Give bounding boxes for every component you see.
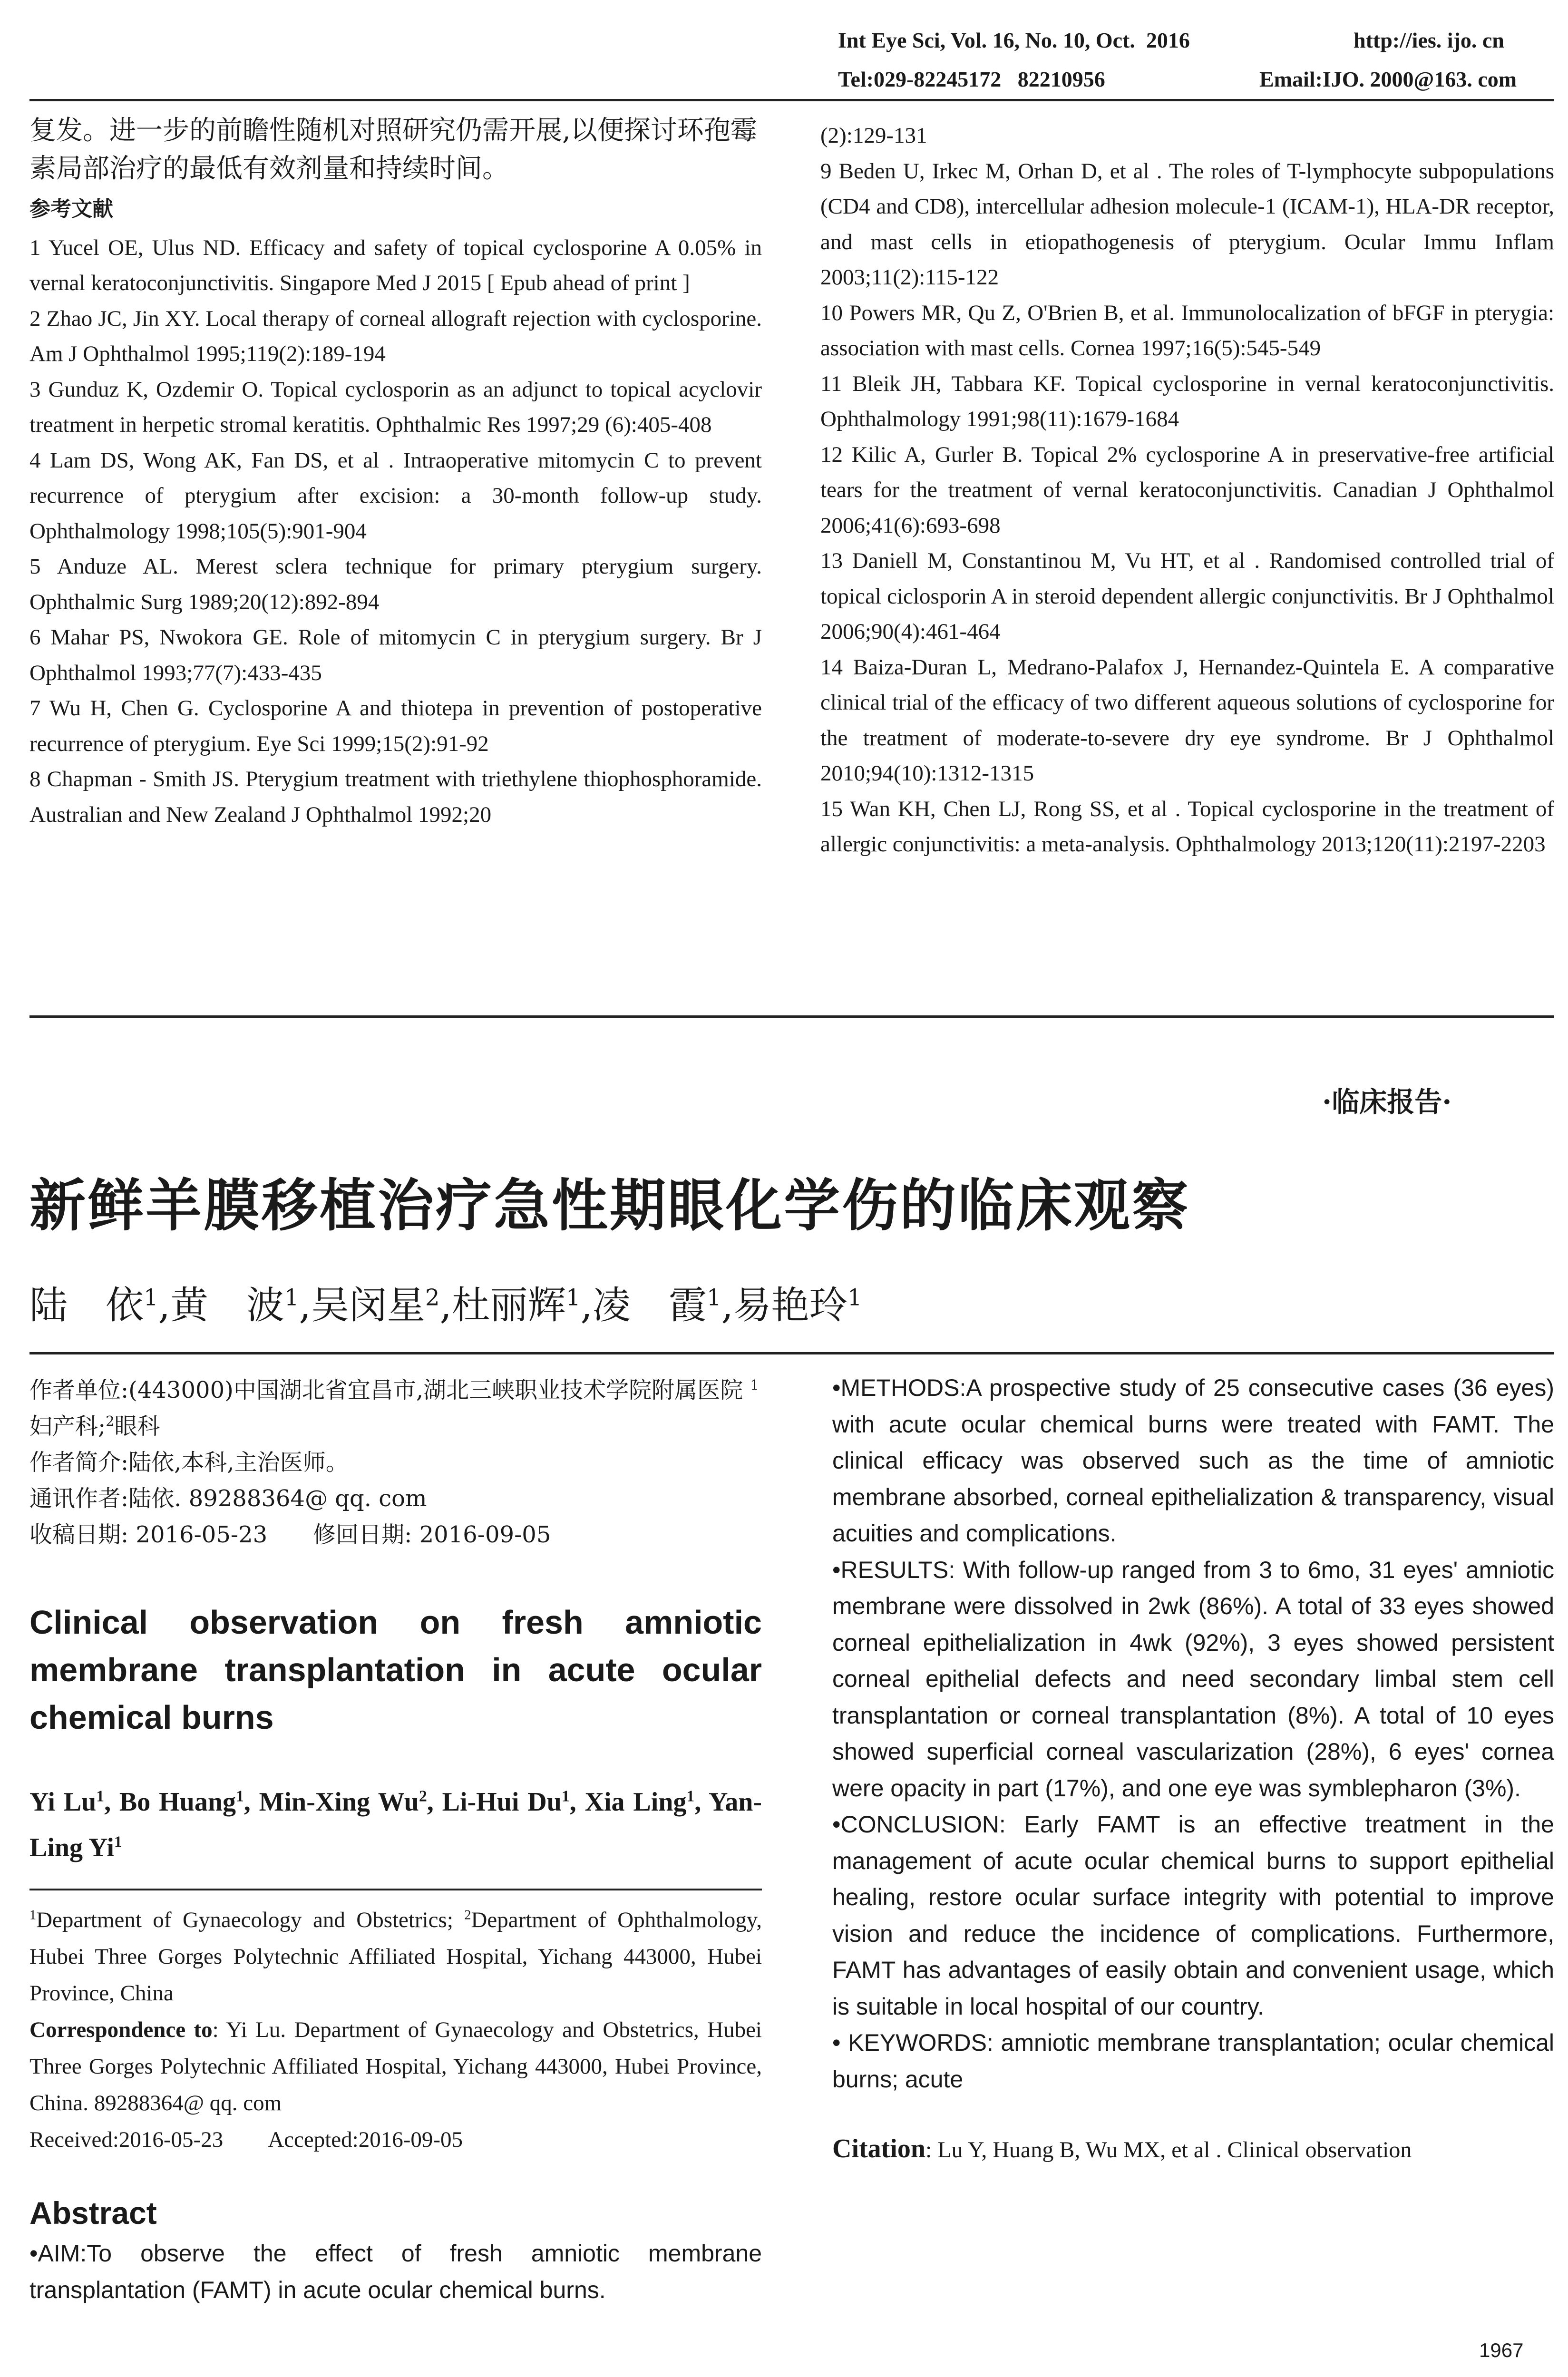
correspondence-label: Correspondence to [29, 2017, 213, 2042]
article-title-cn: 新鲜羊膜移植治疗急性期眼化学伤的临床观察 [29, 1172, 1190, 1238]
references-list-right [820, 118, 1554, 862]
citation-label: Citation [832, 2134, 925, 2163]
reference-item: 6 Mahar PS, Nwokora GE. Role of mitomycin C in pterygium surgery. Br J Ophthalmol 1993;77(7):433-435 [29, 625, 762, 685]
reference-item: 10 Powers MR, Qu Z, O'Brien B, et al. Immunolocalization of bFGF in pterygia: association with mast cells. Cornea 1997;16(5):545-549 [820, 300, 1554, 360]
section-tag: ·临床报告· [1322, 1086, 1452, 1118]
reference-item: 5 Anduze AL. Merest sclera technique for primary pterygium surgery. Ophthalmic Surg 1989;20(12):892-894 [29, 554, 762, 614]
references-list-left [29, 230, 762, 833]
header-rule [29, 99, 1554, 101]
abstract-heading: Abstract [29, 2195, 157, 2231]
reference-item: 7 Wu H, Chen G. Cyclosporine A and thiotepa in prevention of postoperative recurrence of pterygium. Eye Sci 1999;15(2):91-92 [29, 696, 762, 756]
journal-email[interactable]: Email:IJO. 2000@163. com [1259, 67, 1517, 91]
authors-en: Yi Lu$^1$, Bo Huang$^1$, Min-Xing Wu$^2$, Li-Hui Du$^1$, Xia Ling$^1$, Yan-Ling Yi$^1$ [29, 1787, 762, 1862]
reference-item: 13 Daniell M, Constantinou M, Vu HT, et al . Randomised controlled trial of topical ciclosporin A in steroid dependent allergic conjunctivitis. Br J Ophthalmol 2006;90(4):461-464 [820, 548, 1554, 644]
author-info-line: 通讯作者:陆依. 89288364@ qq. com [29, 1485, 427, 1512]
received-dates: Received:2016-05-23 Accepted:2016-09-05 [29, 2127, 463, 2152]
reference-item: 11 Bleik JH, Tabbara KF. Topical cyclosporine in vernal keratoconjunctivitis. Ophthalmology 1991;98(11):1679-1684 [820, 371, 1554, 431]
citation-text: : Lu Y, Huang B, Wu MX, et al . Clinical observation [925, 2137, 1412, 2163]
author-info-line: 作者简介:陆依,本科,主治医师。 [29, 1449, 349, 1476]
prev-article-left-column [29, 112, 762, 832]
reference-item: 14 Baiza-Duran L, Medrano-Palafox J, Hernandez-Quintela E. A comparative clinical trial of the efficacy of two different aqueous solutions of cyclosporine for the treatment of moderate-to-severe dry eye syndrome. Br J Ophthalmol 2010;94(10):1312-1315 [820, 654, 1554, 786]
article-left-column [29, 1372, 762, 2309]
title-block-rule [29, 1352, 1554, 1354]
journal-url[interactable]: http://ies. ijo. cn [1354, 28, 1504, 52]
abstract-results: •RESULTS: With follow-up ranged from 3 to 6mo, 31 eyes' amniotic membrane were dissolved in 2wk (86%). A total of 33 eyes showed corneal epithelialization in 4wk (92%), 3 eyes showed persistent corneal epithelial defects and need secondary limbal stem cell transplantation or corneal transplantation (8%). A total of 10 eyes showed superficial corneal vascularization (28%), 6 eyes' cornea were opacity in part (17%), and one eye was symblepharon (3%). [832, 1556, 1554, 1802]
article-separator-rule [29, 1015, 1554, 1018]
journal-info: Int Eye Sci, Vol. 16, No. 10, Oct. 2016 [838, 28, 1190, 52]
article-title-en: Clinical observation on fresh amniotic membrane transplantation in acute ocular chemical burns [29, 1604, 762, 1736]
reference-item: 3 Gunduz K, Ozdemir O. Topical cyclosporin as an adjunct to topical acyclovir treatment in herpetic stromal keratitis. Ophthalmic Res 1997;29 (6):405-408 [29, 377, 762, 437]
abstract-aim: •AIM:To observe the effect of fresh amniotic membrane transplantation (FAMT) in acute ocular chemical burns. [29, 2240, 762, 2303]
journal-tel: Tel:029-82245172 82210956 [838, 67, 1105, 91]
reference-item: 15 Wan KH, Chen LJ, Rong SS, et al . Topical cyclosporine in the treatment of allergic conjunctivitis: a meta-analysis. Ophthalmology 2013;120(11):2197-2203 [820, 796, 1554, 857]
authors-cn: 陆 依$^1$,黄 波$^1$,吴闵星$^2$,杜丽辉$^1$,凌 霞$^1$,易艳玲$^1$ [29, 1283, 862, 1327]
authors-affiliation-rule [29, 1889, 762, 1890]
abstract-conclusion: •CONCLUSION: Early FAMT is an effective treatment in the management of acute ocular chemical burns to support epithelial healing, restore ocular surface integrity with potential to improve vision and reduce the incidence of complications. Furthermore, FAMT has advantages of easily obtain and convenient usage, which is suitable in local hospital of our country. [832, 1811, 1554, 2020]
author-info-line: 收稿日期: 2016-05-23 修回日期: 2016-09-05 [29, 1521, 551, 1548]
abstract-methods: •METHODS:A prospective study of 25 consecutive cases (36 eyes) with acute ocular chemical burns were treated with FAMT. The clinical efficacy was observed such as the time of amniotic membrane absorbed, corneal epithelialization & transparency, visual acuities and complications. [832, 1374, 1554, 1547]
article-right-column [832, 1370, 1554, 2169]
reference-item: 1 Yucel OE, Ulus ND. Efficacy and safety of topical cyclosporine A 0.05% in vernal keratoconjunctivitis. Singapore Med J 2015 [ Epub ahead of print ] [29, 235, 762, 295]
correspondence [29, 2012, 762, 2122]
reference-item: 9 Beden U, Irkec M, Orhan D, et al . The roles of T-lymphocyte subpopulations (CD4 and CD8), intercellular adhesion molecule-1 (ICAM-1), HLA-DR receptor, and mast cells in etiopathogenesis of pterygium. Ocular Immu Inflam 2003;11(2):115-122 [820, 158, 1554, 290]
reference-item: 12 Kilic A, Gurler B. Topical 2% cyclosporine A in preservative-free artificial tears for the treatment of vernal keratoconjunctivitis. Canadian J Ophthalmol 2006;41(6):693-698 [820, 442, 1554, 538]
author-info-cn [29, 1372, 762, 1553]
abstract-keywords: • KEYWORDS: amniotic membrane transplantation; ocular chemical burns; acute [832, 2029, 1554, 2093]
reference-item: 4 Lam DS, Wong AK, Fan DS, et al . Intraoperative mitomycin C to prevent recurrence of pterygium after excision: a 30-month follow-up study. Ophthalmology 1998;105(5):901-904 [29, 448, 762, 544]
reference-item: 2 Zhao JC, Jin XY. Local therapy of corneal allograft rejection with cyclosporine. Am J Ophthalmol 1995;119(2):189-194 [29, 306, 762, 366]
correspondence-text: : Yi Lu. Department of Gynaecology and Obstetrics, Hubei Three Gorges Polytechnic Affiliated Hospital, Yichang 443000, Hubei Province, China. 89288364@ qq. com [29, 2017, 762, 2115]
affiliation: $^1$Department of Gynaecology and Obstetrics; $^2$Department of Ophthalmology, Hubei Three Gorges Polytechnic Affiliated Hospital, Yichang 443000, Hubei Province, China [29, 1908, 762, 2006]
citation [832, 2131, 1554, 2169]
references-heading: 参考文献 [29, 197, 113, 221]
prev-article-closing-text: 复发。进一步的前瞻性随机对照研究仍需开展,以便探讨环孢霉素局部治疗的最低有效剂量和持续时间。 [29, 115, 757, 184]
reference-item: 8 Chapman - Smith JS. Pterygium treatment with triethylene thiophosphoramide. Australian and New Zealand J Ophthalmol 1992;20 [29, 767, 762, 827]
reference-item: (2):129-131 [820, 123, 927, 148]
page-number: 1967 [1479, 2339, 1524, 2361]
author-info-line: 作者单位:(443000)中国湖北省宜昌市,湖北三峡职业技术学院附属医院 $^1$妇产科;$^2$眼科 [29, 1377, 759, 1440]
prev-article-right-column [820, 118, 1554, 862]
